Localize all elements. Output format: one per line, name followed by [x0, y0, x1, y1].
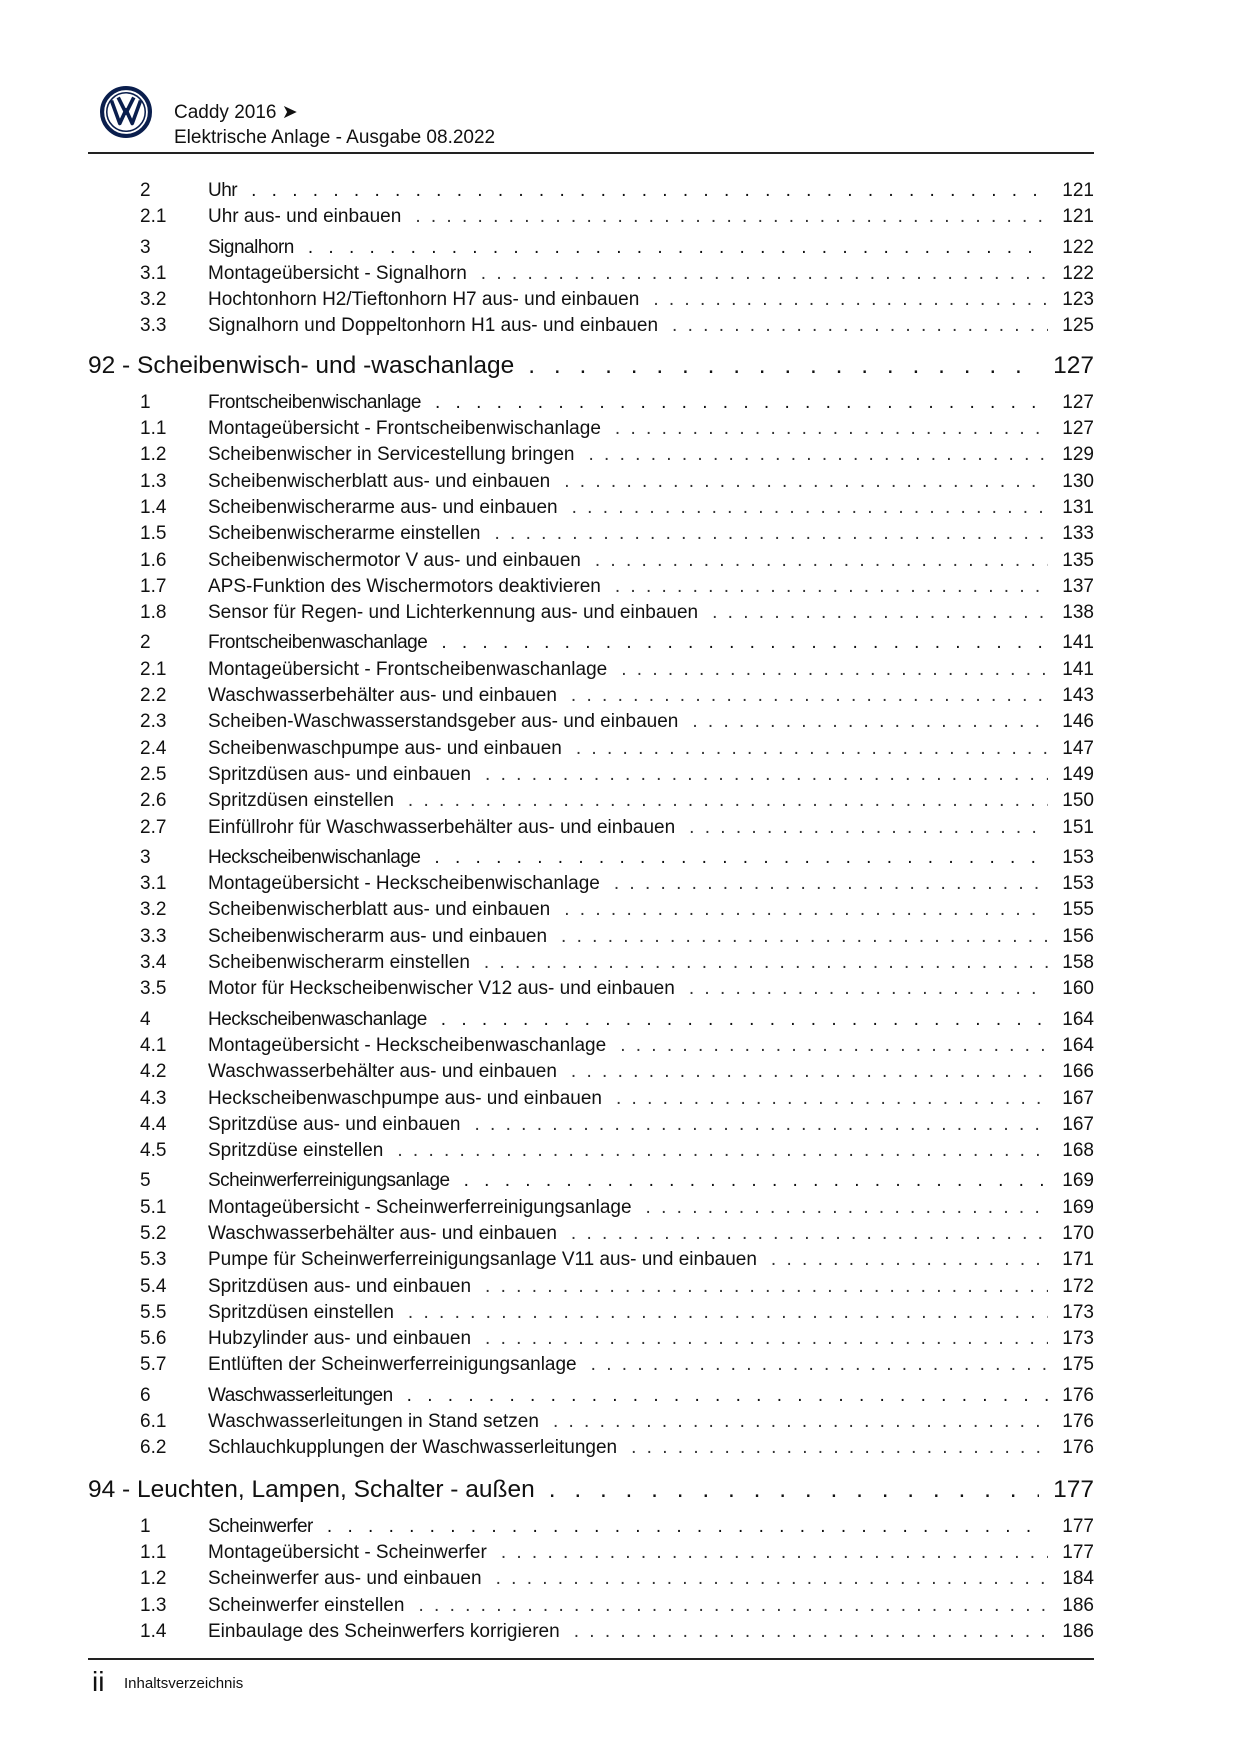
toc-number: 3.2 — [140, 899, 167, 921]
dot-leader — [615, 418, 1048, 440]
toc-number: 2.2 — [140, 685, 167, 707]
toc-entry[interactable] — [88, 952, 1094, 978]
toc-title: Waschwasserbehälter aus- und einbauen — [208, 1061, 557, 1083]
page-header — [88, 78, 1094, 154]
toc-entry[interactable] — [88, 1114, 1094, 1140]
toc-number: 4.4 — [140, 1113, 167, 1135]
dot-leader — [576, 738, 1048, 760]
toc-number: 1 — [140, 1515, 151, 1537]
dot-leader — [494, 523, 1048, 545]
toc-title: Waschwasserbehälter aus- und einbauen — [208, 1222, 557, 1244]
toc-page-number: 169 — [1062, 1170, 1094, 1192]
toc-title: Waschwasserbehälter aus- und einbauen — [208, 685, 557, 707]
toc-title: Scheinwerfer — [208, 1515, 313, 1537]
toc-page-number: 176 — [1062, 1411, 1094, 1433]
toc-title: Scheibenwischermotor V aus- und einbauen — [208, 549, 581, 571]
dot-leader — [571, 1061, 1048, 1083]
toc-title: APS-Funktion des Wischermotors deaktivieren — [208, 575, 601, 597]
dot-leader — [441, 1009, 1049, 1031]
toc-title: Scheinwerfer aus- und einbauen — [208, 1568, 482, 1590]
toc-page-number: 121 — [1062, 180, 1094, 201]
toc-page-number: 166 — [1062, 1061, 1094, 1083]
toc-number: 3 — [140, 236, 151, 258]
dot-leader — [441, 632, 1048, 654]
toc-page-number: 151 — [1062, 816, 1094, 838]
toc-title: Signalhorn — [208, 236, 294, 258]
dot-leader — [646, 1197, 1049, 1219]
toc-title: Scheibenwaschpumpe aus- und einbauen — [208, 737, 562, 759]
toc-number: 3.4 — [140, 952, 167, 974]
toc-number: 2.1 — [140, 206, 167, 228]
document-title: Caddy 2016 ➤ — [174, 102, 298, 123]
toc-page-number: 138 — [1062, 602, 1094, 624]
toc-page-number: 173 — [1062, 1301, 1094, 1323]
toc-title: 92 - Scheibenwisch- und -waschanlage — [88, 351, 515, 379]
toc-entry[interactable] — [88, 659, 1094, 685]
toc-number: 2.1 — [140, 658, 167, 680]
toc-entry[interactable] — [88, 263, 1094, 289]
toc-chapter[interactable] — [88, 1476, 1094, 1510]
toc-page-number: 167 — [1062, 1113, 1094, 1135]
toc-entry[interactable] — [88, 444, 1094, 470]
dot-leader — [408, 790, 1048, 812]
toc-number: 3.1 — [140, 873, 167, 895]
toc-title: Spritzdüsen einstellen — [208, 1301, 394, 1323]
toc-page-number: 167 — [1062, 1087, 1094, 1109]
toc-number: 4.3 — [140, 1087, 167, 1109]
toc-number: 4.2 — [140, 1061, 167, 1083]
toc-title: Spritzdüse einstellen — [208, 1140, 384, 1162]
toc-number: 6.2 — [140, 1437, 167, 1459]
toc-title: Scheibenwischerarm aus- und einbauen — [208, 925, 548, 947]
page-footer — [88, 1658, 1094, 1700]
dot-leader — [620, 1035, 1048, 1057]
toc-title: Montageübersicht - Frontscheibenwischanlage — [208, 418, 601, 440]
toc-title: Scheiben-Waschwasserstandsgeber aus- und einbauen — [208, 711, 679, 733]
dot-leader — [564, 899, 1048, 921]
toc-number: 3.2 — [140, 289, 167, 311]
dot-leader — [631, 1437, 1048, 1459]
toc-title: Scheibenwischerarme aus- und einbauen — [208, 496, 558, 518]
toc-number: 5.6 — [140, 1328, 167, 1350]
toc-section[interactable] — [88, 237, 1094, 263]
toc-page-number: 147 — [1062, 737, 1094, 759]
toc-entry[interactable] — [88, 1621, 1094, 1647]
toc-entry[interactable] — [88, 1197, 1094, 1223]
toc-number: 2 — [140, 180, 151, 201]
toc-title: Montageübersicht - Signalhorn — [208, 262, 467, 284]
toc-entry[interactable] — [88, 1223, 1094, 1249]
toc-title: Heckscheibenwischanlage — [208, 846, 421, 868]
toc-section[interactable] — [88, 632, 1094, 658]
toc-page-number: 171 — [1062, 1249, 1094, 1271]
toc-title: Einfüllrohr für Waschwasserbehälter aus- und einbauen — [208, 816, 676, 838]
toc-number: 1.3 — [140, 1594, 167, 1616]
toc-page-number: 150 — [1062, 790, 1094, 812]
toc-section[interactable] — [88, 392, 1094, 418]
toc-title: Montageübersicht - Scheinwerferreinigungsanlage — [208, 1196, 632, 1218]
toc-number: 5.1 — [140, 1196, 167, 1218]
dot-leader — [418, 1595, 1048, 1617]
toc-number: 1.3 — [140, 470, 167, 492]
toc-title: Heckscheibenwaschanlage — [208, 1008, 427, 1030]
dot-leader — [689, 817, 1048, 839]
toc-page-number: 184 — [1062, 1568, 1094, 1590]
toc-page-number: 177 — [1053, 1475, 1094, 1503]
table-of-contents — [88, 180, 1094, 1647]
toc-title: Sensor für Regen- und Lichterkennung aus- und einbauen — [208, 602, 699, 624]
toc-page-number: 186 — [1062, 1620, 1094, 1642]
toc-page-number: 141 — [1062, 632, 1094, 654]
toc-entry[interactable] — [88, 764, 1094, 790]
dot-leader — [595, 550, 1048, 572]
toc-entry[interactable] — [88, 1088, 1094, 1114]
toc-number: 1.6 — [140, 549, 167, 571]
toc-number: 2.5 — [140, 763, 167, 785]
toc-entry[interactable] — [88, 1542, 1094, 1568]
toc-entry[interactable] — [88, 1035, 1094, 1061]
toc-page-number: 127 — [1062, 391, 1094, 413]
dot-leader — [485, 1328, 1048, 1350]
toc-entry[interactable] — [88, 418, 1094, 444]
toc-section[interactable] — [88, 1385, 1094, 1411]
dot-leader — [689, 978, 1048, 1000]
toc-number: 1.2 — [140, 1568, 167, 1590]
toc-page-number: 129 — [1062, 444, 1094, 466]
dot-leader — [464, 1170, 1049, 1192]
toc-title: Scheinwerfer einstellen — [208, 1594, 405, 1616]
vw-logo-icon — [100, 86, 152, 138]
toc-title: Uhr — [208, 180, 238, 201]
toc-page-number: 176 — [1062, 1384, 1094, 1406]
toc-title: Uhr aus- und einbauen — [208, 206, 402, 228]
toc-entry[interactable] — [88, 685, 1094, 711]
toc-title: Pumpe für Scheinwerferreinigungsanlage V11 aus- und einbauen — [208, 1249, 757, 1271]
toc-number: 5.5 — [140, 1301, 167, 1323]
toc-page-number: 153 — [1062, 873, 1094, 895]
toc-entry[interactable] — [88, 978, 1094, 1004]
toc-title: Frontscheibenwischanlage — [208, 391, 421, 413]
dot-leader — [672, 315, 1048, 337]
toc-number: 3.5 — [140, 978, 167, 1000]
toc-number: 1.8 — [140, 602, 167, 624]
toc-entry[interactable] — [88, 738, 1094, 764]
toc-page-number: 156 — [1062, 925, 1094, 947]
toc-title: Montageübersicht - Frontscheibenwaschanlage — [208, 658, 608, 680]
toc-entry[interactable] — [88, 1328, 1094, 1354]
toc-number: 1 — [140, 391, 151, 413]
footer-label: Inhaltsverzeichnis — [124, 1675, 244, 1692]
toc-number: 1.1 — [140, 418, 167, 440]
dot-leader — [712, 602, 1048, 624]
toc-chapter[interactable] — [88, 352, 1094, 386]
dot-leader — [501, 1542, 1048, 1564]
toc-entry[interactable] — [88, 1354, 1094, 1380]
toc-entry[interactable] — [88, 1249, 1094, 1275]
toc-page-number: 155 — [1062, 899, 1094, 921]
toc-page-number: 173 — [1062, 1328, 1094, 1350]
toc-entry[interactable] — [88, 1437, 1094, 1463]
toc-page-number: 149 — [1062, 763, 1094, 785]
toc-entry[interactable] — [88, 926, 1094, 952]
toc-page-number: 160 — [1062, 978, 1094, 1000]
toc-number: 5.2 — [140, 1222, 167, 1244]
dot-leader — [588, 444, 1048, 466]
toc-entry[interactable] — [88, 1595, 1094, 1621]
toc-title: Scheinwerferreinigungsanlage — [208, 1170, 450, 1192]
toc-page-number: 164 — [1062, 1034, 1094, 1056]
toc-title: Frontscheibenwaschanlage — [208, 632, 428, 654]
toc-entry[interactable] — [88, 873, 1094, 899]
toc-entry[interactable] — [88, 289, 1094, 315]
toc-entry[interactable] — [88, 711, 1094, 737]
dot-leader — [621, 659, 1048, 681]
toc-page-number: 168 — [1062, 1140, 1094, 1162]
toc-page-number: 133 — [1062, 523, 1094, 545]
toc-title: Montageübersicht - Scheinwerfer — [208, 1541, 487, 1563]
document-subtitle: Elektrische Anlage - Ausgabe 08.2022 — [174, 127, 496, 148]
dot-leader — [496, 1568, 1049, 1590]
toc-number: 6.1 — [140, 1411, 167, 1433]
toc-entry[interactable] — [88, 550, 1094, 576]
toc-page-number: 141 — [1062, 658, 1094, 680]
toc-page-number: 122 — [1062, 262, 1094, 284]
dot-leader — [484, 952, 1048, 974]
toc-section[interactable] — [88, 1170, 1094, 1196]
toc-page-number: 122 — [1062, 236, 1094, 258]
toc-entry[interactable] — [88, 315, 1094, 341]
toc-number: 1.1 — [140, 1541, 167, 1563]
dot-leader — [653, 289, 1048, 311]
dot-leader — [591, 1354, 1049, 1376]
dot-leader — [485, 1276, 1048, 1298]
dot-leader — [564, 471, 1048, 493]
toc-section[interactable] — [88, 180, 1094, 206]
toc-entry[interactable] — [88, 817, 1094, 843]
dot-leader — [251, 180, 1048, 202]
toc-entry[interactable] — [88, 1568, 1094, 1594]
toc-title: Spritzdüsen aus- und einbauen — [208, 763, 472, 785]
toc-entry[interactable] — [88, 1276, 1094, 1302]
toc-title: Hochtonhorn H2/Tieftonhorn H7 aus- und einbauen — [208, 289, 640, 311]
toc-page-number: 143 — [1062, 685, 1094, 707]
toc-entry[interactable] — [88, 1140, 1094, 1166]
toc-entry[interactable] — [88, 899, 1094, 925]
toc-title: Waschwasserleitungen in Stand setzen — [208, 1411, 539, 1433]
toc-page-number: 127 — [1053, 351, 1094, 379]
toc-entry[interactable] — [88, 1302, 1094, 1328]
toc-number: 4 — [140, 1008, 151, 1030]
dot-leader — [553, 1411, 1048, 1433]
toc-title: Spritzdüse aus- und einbauen — [208, 1113, 461, 1135]
toc-number: 4.5 — [140, 1140, 167, 1162]
toc-entry[interactable] — [88, 576, 1094, 602]
toc-section[interactable] — [88, 847, 1094, 873]
toc-number: 1.2 — [140, 444, 167, 466]
toc-number: 2.4 — [140, 737, 167, 759]
dot-leader — [561, 926, 1048, 948]
toc-title: Montageübersicht - Heckscheibenwischanlage — [208, 873, 600, 895]
toc-page-number: 164 — [1062, 1008, 1094, 1030]
toc-page-number: 130 — [1062, 470, 1094, 492]
dot-leader — [485, 764, 1048, 786]
dot-leader — [771, 1249, 1048, 1271]
toc-title: Montageübersicht - Heckscheibenwaschanlage — [208, 1034, 607, 1056]
dot-leader — [614, 873, 1048, 895]
toc-entry[interactable] — [88, 602, 1094, 628]
toc-page-number: 170 — [1062, 1222, 1094, 1244]
toc-number: 3.3 — [140, 925, 167, 947]
toc-title: Heckscheibenwaschpumpe aus- und einbauen — [208, 1087, 602, 1109]
toc-page-number: 172 — [1062, 1275, 1094, 1297]
dot-leader — [435, 392, 1048, 414]
dot-leader — [616, 1088, 1048, 1110]
toc-number: 2.3 — [140, 711, 167, 733]
dot-leader — [407, 1385, 1049, 1407]
dot-leader — [481, 263, 1049, 285]
toc-title: 94 - Leuchten, Lampen, Schalter - außen — [88, 1475, 535, 1503]
toc-title: Scheibenwischerblatt aus- und einbauen — [208, 470, 551, 492]
toc-page-number: 158 — [1062, 952, 1094, 974]
toc-page-number: 131 — [1062, 496, 1094, 518]
dot-leader — [528, 352, 1039, 380]
dot-leader — [574, 1621, 1049, 1643]
toc-entry[interactable] — [88, 523, 1094, 549]
toc-title: Scheibenwischerblatt aus- und einbauen — [208, 899, 551, 921]
toc-number: 3.3 — [140, 315, 167, 337]
toc-number: 5.7 — [140, 1354, 167, 1376]
dot-leader — [415, 206, 1048, 228]
toc-number: 1.4 — [140, 1620, 167, 1642]
toc-title: Scheibenwischerarme einstellen — [208, 523, 481, 545]
toc-number: 2.7 — [140, 816, 167, 838]
toc-title: Hubzylinder aus- und einbauen — [208, 1328, 472, 1350]
toc-number: 5.3 — [140, 1249, 167, 1271]
dot-leader — [474, 1114, 1048, 1136]
footer-page-number: ii — [92, 1666, 105, 1697]
toc-title: Signalhorn und Doppeltonhorn H1 aus- und einbauen — [208, 315, 659, 337]
toc-entry[interactable] — [88, 1061, 1094, 1087]
dot-leader — [397, 1140, 1048, 1162]
toc-entry[interactable] — [88, 1411, 1094, 1437]
dot-leader — [549, 1476, 1039, 1504]
toc-title: Einbaulage des Scheinwerfers korrigieren — [208, 1620, 560, 1642]
toc-number: 6 — [140, 1384, 151, 1406]
toc-page-number: 177 — [1062, 1515, 1094, 1537]
toc-page-number: 125 — [1062, 315, 1094, 337]
toc-title: Spritzdüsen aus- und einbauen — [208, 1275, 472, 1297]
toc-title: Waschwasserleitungen — [208, 1384, 393, 1406]
toc-number: 2 — [140, 632, 151, 654]
toc-page-number: 121 — [1062, 206, 1094, 228]
toc-page-number: 175 — [1062, 1354, 1094, 1376]
dot-leader — [308, 237, 1048, 259]
toc-page-number: 186 — [1062, 1594, 1094, 1616]
toc-title: Schlauchkupplungen der Waschwasserleitungen — [208, 1437, 618, 1459]
toc-page-number: 135 — [1062, 549, 1094, 571]
toc-number: 1.7 — [140, 575, 167, 597]
toc-page-number: 169 — [1062, 1196, 1094, 1218]
dot-leader — [572, 497, 1049, 519]
toc-page-number: 146 — [1062, 711, 1094, 733]
toc-number: 1.4 — [140, 496, 167, 518]
toc-page-number: 137 — [1062, 575, 1094, 597]
toc-page-number: 176 — [1062, 1437, 1094, 1459]
dot-leader — [571, 685, 1048, 707]
dot-leader — [434, 847, 1048, 869]
toc-number: 2.6 — [140, 790, 167, 812]
toc-title: Scheibenwischerarm einstellen — [208, 952, 470, 974]
toc-title: Spritzdüsen einstellen — [208, 790, 394, 812]
toc-number: 3 — [140, 846, 151, 868]
toc-entry[interactable] — [88, 497, 1094, 523]
toc-section[interactable] — [88, 1516, 1094, 1542]
dot-leader — [692, 711, 1048, 733]
dot-leader — [408, 1302, 1048, 1324]
toc-number: 1.5 — [140, 523, 167, 545]
toc-page-number: 177 — [1062, 1541, 1094, 1563]
dot-leader — [615, 576, 1048, 598]
toc-section[interactable] — [88, 1009, 1094, 1035]
toc-title: Scheibenwischer in Servicestellung bringen — [208, 444, 575, 466]
toc-page-number: 153 — [1062, 846, 1094, 868]
toc-entry[interactable] — [88, 790, 1094, 816]
toc-number: 3.1 — [140, 262, 167, 284]
toc-number: 4.1 — [140, 1034, 167, 1056]
toc-entry[interactable] — [88, 471, 1094, 497]
toc-page-number: 127 — [1062, 418, 1094, 440]
dot-leader — [327, 1516, 1048, 1538]
dot-leader — [571, 1223, 1048, 1245]
toc-title: Motor für Heckscheibenwischer V12 aus- und einbauen — [208, 978, 675, 1000]
toc-entry[interactable] — [88, 206, 1094, 232]
toc-number: 5 — [140, 1170, 151, 1192]
toc-page-number: 123 — [1062, 289, 1094, 311]
toc-number: 5.4 — [140, 1275, 167, 1297]
toc-title: Entlüften der Scheinwerferreinigungsanlage — [208, 1354, 577, 1376]
